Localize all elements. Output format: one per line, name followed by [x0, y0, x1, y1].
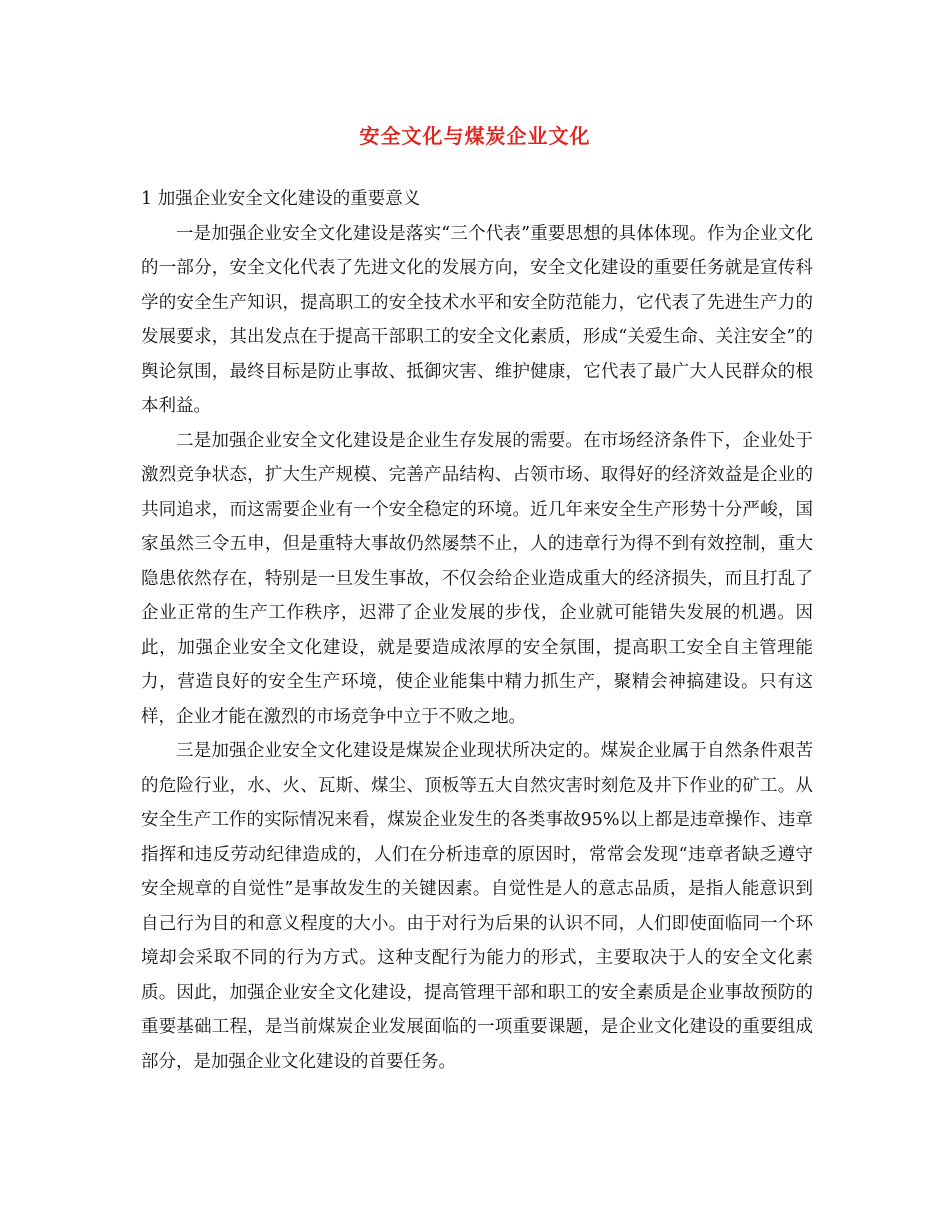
document-title: 安全文化与煤炭企业文化	[359, 124, 591, 148]
section-heading: 1 加强企业安全文化建设的重要意义	[141, 189, 421, 209]
paragraph-2: 二是加强企业安全文化建设是企业生存发展的需要。在市场经济条件下，企业处于激烈竞争状态，扩大生产规模、完善产品结构、占领市场、取得好的经济效益是企业的共同追求，而这需要企业有一个安全稳定的环境。近几年来安全生产形势十分严峻，国家虽然三令五申，但是重特大事故仍然屡禁不止，人的违章行为得不到有效控制，重大隐患依然存在，特别是一旦发生事故，不仅会给企业造成重大的经济损失，而且打乱了企业正常的生产工作秩序，迟滞了企业发展的步伐，企业就可能错失发展的机遇。因此，加强企业安全文化建设，就是要造成浓厚的安全氛围，提高职工安全自主管理能力，营造良好的安全生产环境，使企业能集中精力抓生产，聚精会神搞建设。只有这样，企业才能在激烈的市场竞争中立于不败之地。	[141, 430, 813, 727]
paragraph-3: 三是加强企业安全文化建设是煤炭企业现状所决定的。煤炭企业属于自然条件艰苦的危险行业，水、火、瓦斯、煤尘、顶板等五大自然灾害时刻危及井下作业的矿工。从安全生产工作的实际情况来看，煤炭企业发生的各类事故95%以上都是违章操作、违章指挥和违反劳动纪律造成的，人们在分析违章的原因时，常常会发现“违章者缺乏遵守安全规章的自觉性”是事故发生的关键因素。自觉性是人的意志品质，是指人能意识到自己行为目的和意义程度的大小。由于对行为后果的认识不同，人们即使面临同一个环境却会采取不同的行为方式。这种支配行为能力的形式，主要取决于人的安全文化素质。因此，加强企业安全文化建设，提高管理干部和职工的安全素质是企业事故预防的重要基础工程，是当前煤炭企业发展面临的一项重要课题，是企业文化建设的重要组成部分，是加强企业文化建设的首要任务。	[141, 741, 813, 1072]
document-body	[141, 182, 813, 1079]
paragraph-1: 一是加强企业安全文化建设是落实“三个代表”重要思想的具体体现。作为企业文化的一部分，安全文化代表了先进文化的发展方向，安全文化建设的重要任务就是宣传科学的安全生产知识，提高职工的安全技术水平和安全防范能力，它代表了先进生产力的发展要求，其出发点在于提高干部职工的安全文化素质，形成“关爱生命、关注安全”的舆论氛围，最终目标是防止事故、抵御灾害、维护健康，它代表了最广大人民群众的根本利益。	[141, 223, 813, 416]
